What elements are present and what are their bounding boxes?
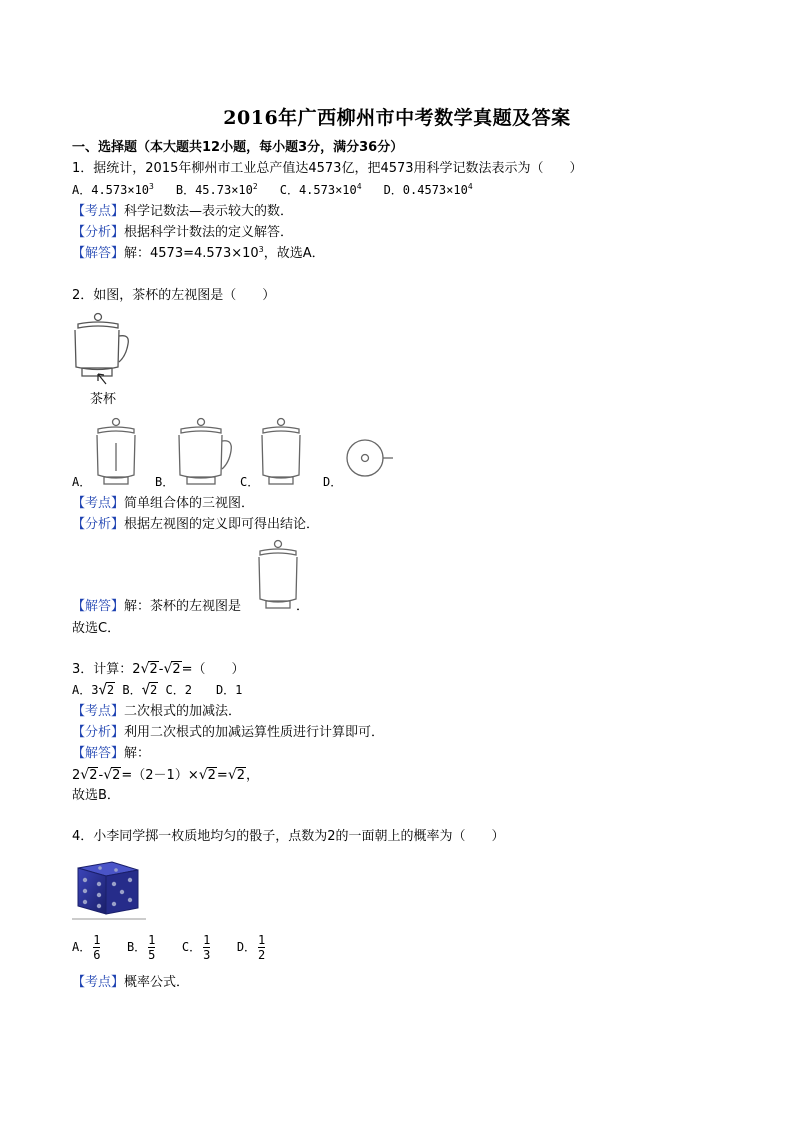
q4-stem: 4．小李同学掷一枚质地均匀的骰子，点数为2的一面朝上的概率为（ ）	[72, 829, 505, 844]
q2-kaodian: 【考点】简单组合体的三视图．	[72, 496, 255, 511]
q1-option-a: A．$4.573\times 10^3$	[72, 182, 154, 197]
q3-kaodian: 【考点】二次根式的加减法．	[72, 704, 242, 719]
q4-option-d: D． $\frac{1}{2}$	[236, 933, 266, 962]
section-heading: 一、选择题（本大题共12小题，每小题3分，满分36分）	[72, 140, 404, 155]
q3-option-cd: C．2 D．1	[165, 683, 243, 697]
q3-fenxi: 【分析】利用二次根式的加减运算性质进行计算即可．	[72, 725, 385, 740]
q3-conclusion: 故选B．	[72, 788, 120, 803]
q2-jieda-end: ．	[296, 599, 310, 614]
q1-kaodian: 【考点】科学记数法—表示较大的数．	[72, 204, 294, 219]
q1-options	[72, 181, 473, 199]
q4-kaodian: 【考点】概率公式．	[72, 975, 190, 990]
q1-option-b: B．$45.73\times 10^2$	[175, 182, 258, 197]
q2-answer-figure	[256, 539, 300, 611]
q2-option-c-figure	[259, 417, 303, 487]
q2-option-a-label: A．	[72, 475, 92, 489]
page-title: 2016年广西柳州市中考数学真题及答案	[223, 107, 571, 129]
q1-option-c: C．$4.573\times 10^4$	[279, 182, 362, 197]
q2-conclusion: 故选C．	[72, 621, 121, 636]
q1-stem: 1．据统计，2015年柳州市工业总产值达4573亿，把4573用科学记数法表示为（ ）	[72, 161, 583, 176]
q3-jieda: 【解答】解：	[72, 746, 151, 761]
q3-option-b: B．√2	[122, 682, 158, 698]
q1-fenxi: 【分析】根据科学计数法的定义解答．	[72, 225, 294, 240]
q3-options	[72, 681, 242, 699]
q3-calc: 2√2-√2=（2－1）×√2=√2，	[72, 767, 260, 783]
q3-stem: 3．计算：2√2-√2=（ ）	[72, 661, 245, 677]
q2-jieda: 【解答】解：茶杯的左视图是	[72, 599, 242, 614]
q3-option-a: A．3√2	[72, 682, 115, 698]
teacup-label: 茶杯	[90, 392, 117, 407]
q4-option-a: A． $\frac{1}{6}$	[72, 933, 101, 962]
q2-option-b-label: B．	[155, 475, 175, 489]
q2-option-c-label: C．	[240, 475, 260, 489]
q2-option-d-figure	[345, 437, 395, 479]
q2-fenxi: 【分析】根据左视图的定义即可得出结论．	[72, 517, 320, 532]
q2-stem: 2．如图，茶杯的左视图是（ ）	[72, 288, 276, 303]
q4-option-b: B． $\frac{1}{5}$	[126, 933, 156, 962]
pointer-arrow-icon	[96, 372, 110, 388]
q1-option-d: D．$0.4573\times 10^4$	[383, 182, 473, 197]
q2-option-d-label: D．	[323, 475, 343, 489]
q2-option-b-figure	[175, 417, 235, 487]
q1-jieda: 【解答】解：$4573=4.573\times 10^3$，故选A．	[72, 245, 325, 261]
teacup-figure	[70, 312, 130, 378]
dice-image	[72, 858, 146, 920]
q2-option-a-figure	[94, 417, 138, 487]
q4-options	[72, 933, 267, 962]
q4-option-c: C． $\frac{1}{3}$	[181, 933, 211, 962]
